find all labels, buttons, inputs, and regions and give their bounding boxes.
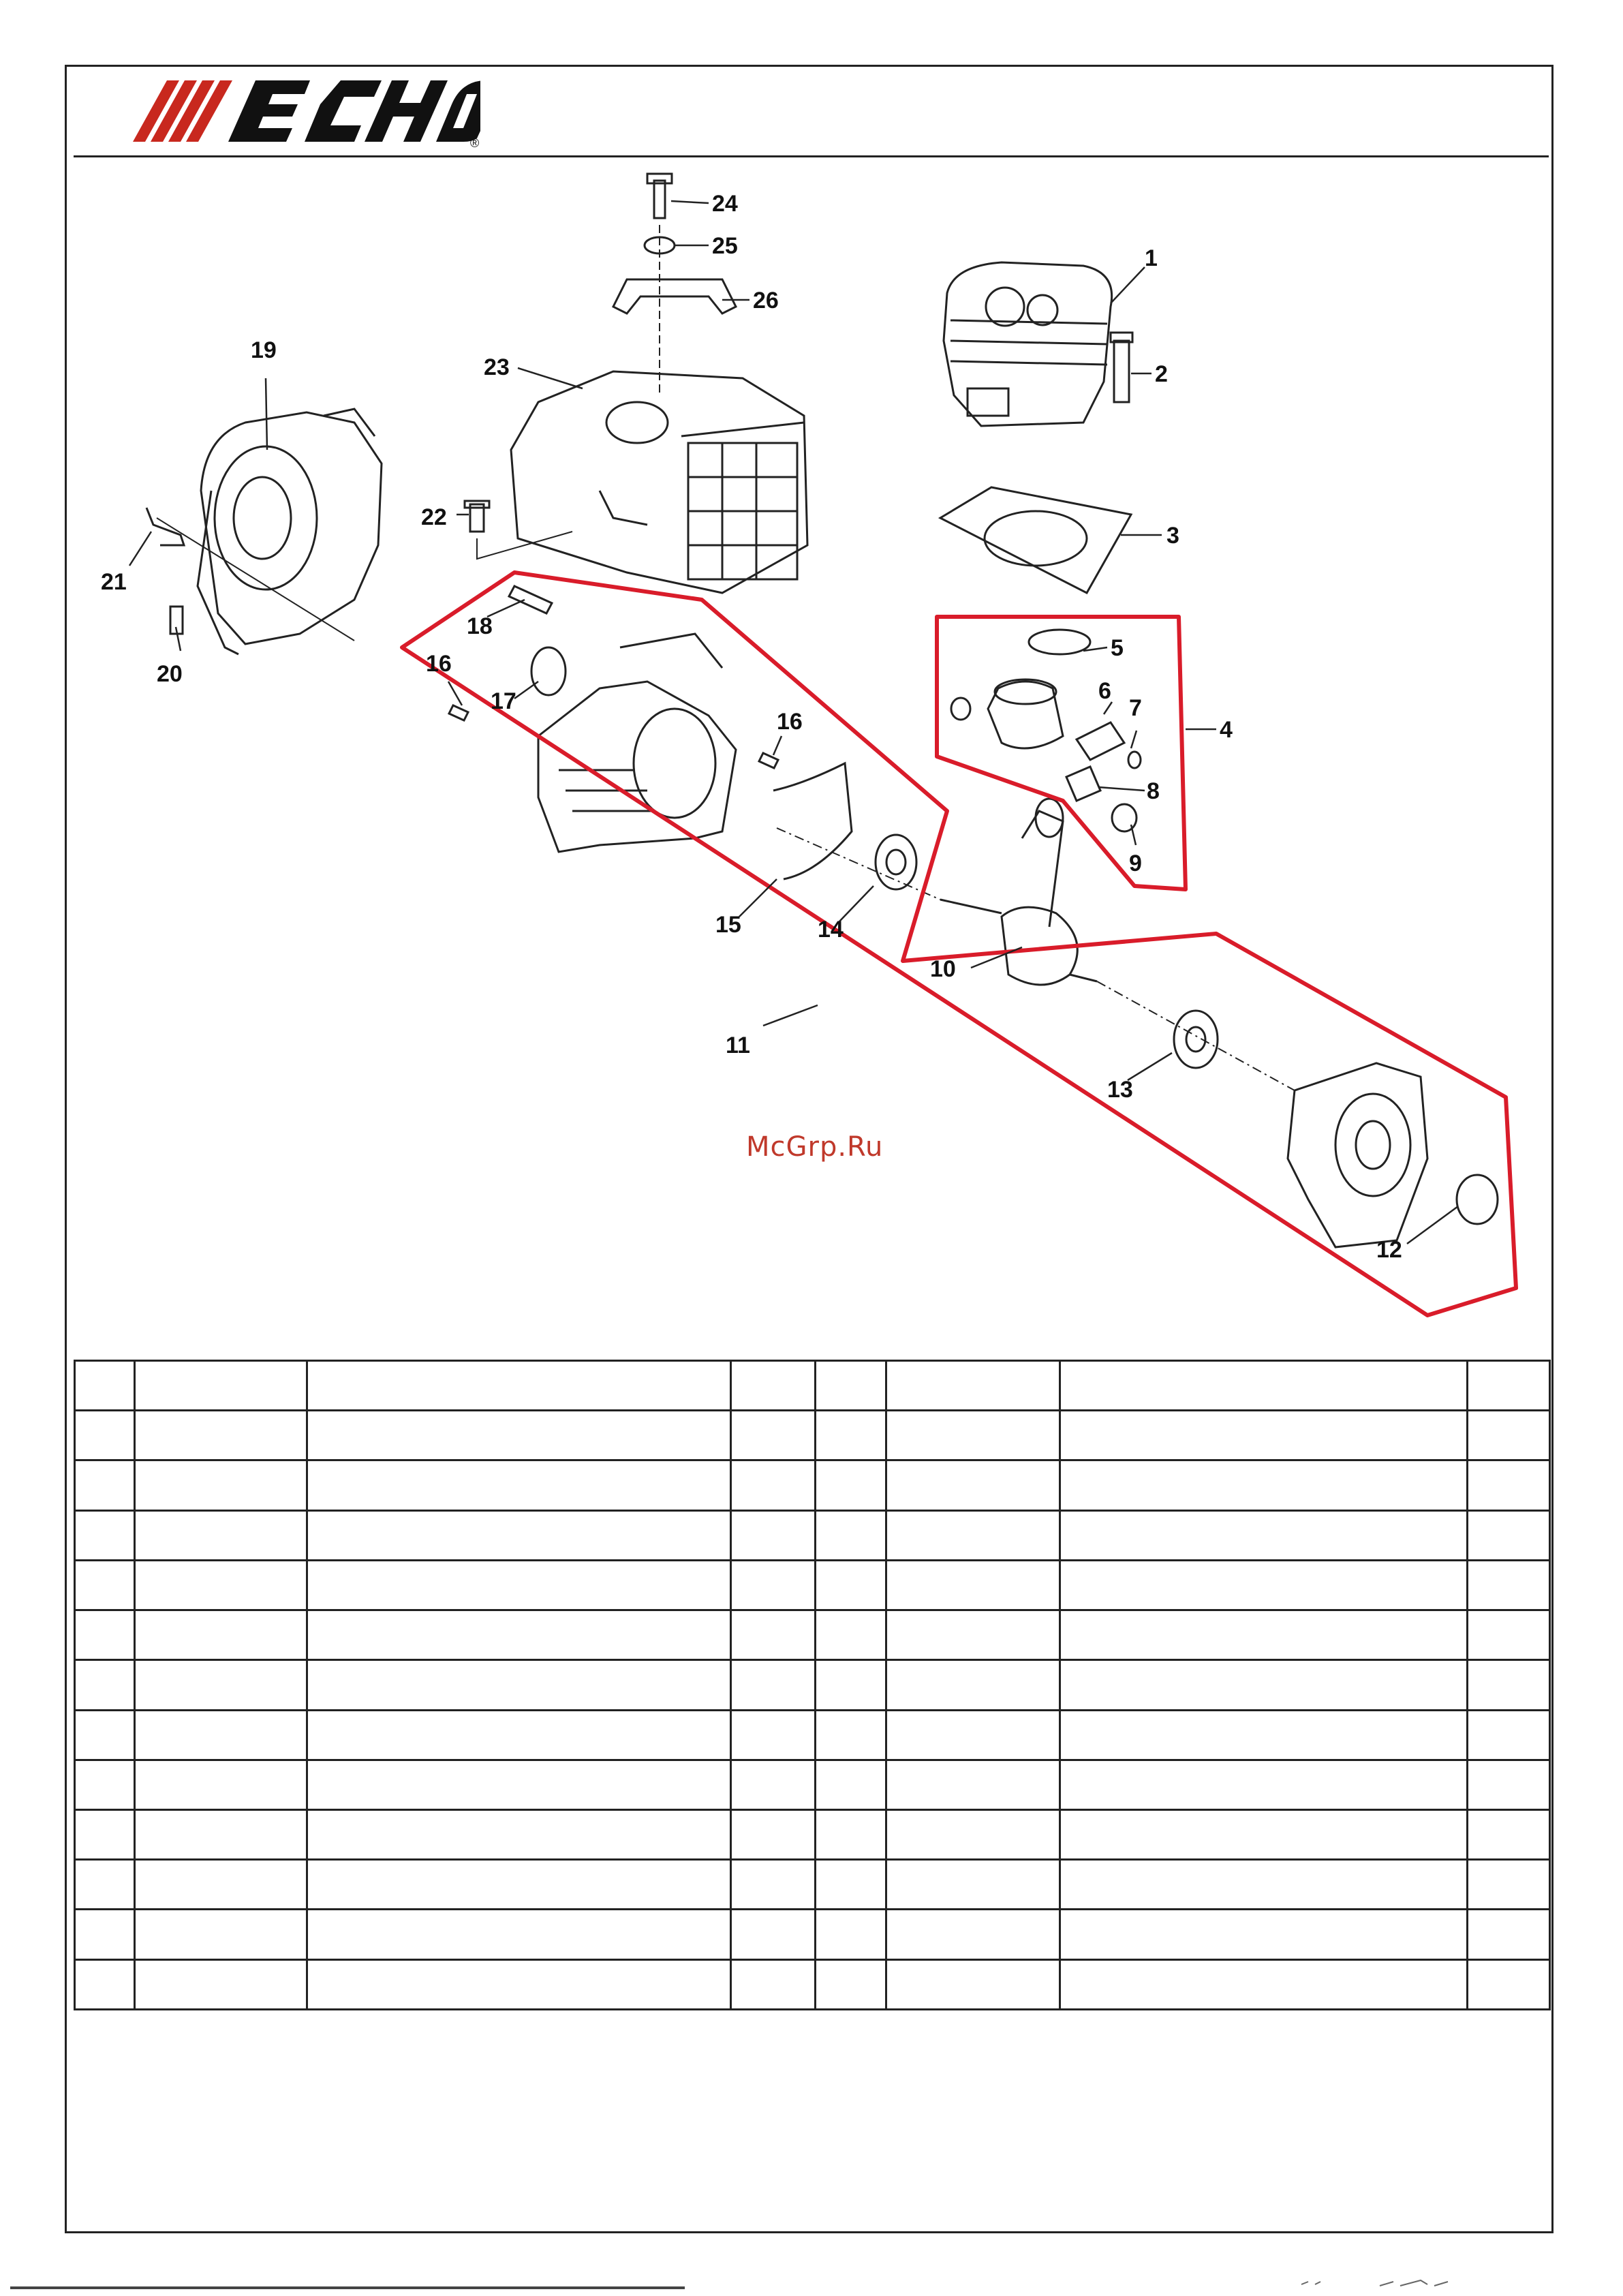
table-cell — [135, 1860, 307, 1910]
table-cell — [1060, 1710, 1468, 1760]
table-cell — [1060, 1361, 1468, 1411]
table-cell — [886, 1460, 1060, 1510]
table-cell — [75, 1610, 135, 1660]
table-cell — [1468, 1411, 1550, 1460]
circlip-left — [951, 698, 970, 720]
callout-10: 10 — [930, 956, 956, 982]
thrust-washer — [1112, 804, 1137, 831]
table-cell — [816, 1910, 886, 1959]
callout-11: 11 — [726, 1032, 750, 1058]
table-cell — [1468, 1460, 1550, 1510]
table-cell — [731, 1660, 816, 1710]
callout-4: 4 — [1220, 717, 1233, 743]
callout-19: 19 — [251, 337, 277, 363]
footer-rule — [10, 2286, 685, 2289]
table-cell — [1060, 1959, 1468, 2009]
oil-seal-17 — [531, 647, 566, 695]
table-row — [75, 1710, 1550, 1760]
parts-table — [74, 1360, 1551, 2010]
table-cell — [307, 1660, 731, 1710]
callout-2: 2 — [1155, 361, 1168, 387]
retainer-26 — [613, 279, 736, 313]
callout-15: 15 — [715, 912, 741, 938]
table-cell — [1060, 1860, 1468, 1910]
table-cell — [307, 1809, 731, 1859]
callout-16-right: 16 — [777, 709, 803, 735]
table-row — [75, 1411, 1550, 1460]
bolt-24 — [647, 174, 672, 218]
crankcase-left — [538, 634, 736, 852]
bearing-14 — [876, 835, 916, 889]
table-cell — [731, 1560, 816, 1610]
table-cell — [135, 1411, 307, 1460]
cylinder-cover — [511, 371, 807, 593]
crankcase-right — [1288, 1063, 1427, 1247]
table-cell — [816, 1660, 886, 1710]
callout-5: 5 — [1111, 635, 1124, 661]
table-cell — [1060, 1560, 1468, 1610]
table-cell — [886, 1910, 1060, 1959]
table-cell — [731, 1610, 816, 1660]
piston — [988, 679, 1063, 748]
table-cell — [75, 1910, 135, 1959]
table-cell — [135, 1361, 307, 1411]
table-cell — [1060, 1411, 1468, 1460]
needle-bearing — [1066, 767, 1100, 801]
table-cell — [731, 1710, 816, 1760]
table-cell — [1060, 1809, 1468, 1859]
table-cell — [307, 1910, 731, 1959]
table-cell — [1468, 1660, 1550, 1710]
table-cell — [886, 1809, 1060, 1859]
table-cell — [886, 1411, 1060, 1460]
table-cell — [731, 1910, 816, 1959]
table-cell — [1468, 1510, 1550, 1560]
bolt-2 — [1111, 333, 1132, 402]
table-row — [75, 1361, 1550, 1411]
table-cell — [307, 1560, 731, 1610]
table-cell — [731, 1510, 816, 1560]
callout-23: 23 — [484, 354, 510, 380]
table-cell — [75, 1460, 135, 1510]
table-cell — [886, 1361, 1060, 1411]
table-cell — [1060, 1510, 1468, 1560]
table-cell — [307, 1610, 731, 1660]
table-cell — [307, 1710, 731, 1760]
callout-13: 13 — [1107, 1077, 1133, 1103]
table-cell — [816, 1760, 886, 1809]
table-row — [75, 1809, 1550, 1859]
table-cell — [307, 1510, 731, 1560]
table-cell — [886, 1610, 1060, 1660]
table-cell — [135, 1460, 307, 1510]
callout-14: 14 — [818, 917, 844, 943]
callout-8: 8 — [1147, 778, 1160, 804]
table-cell — [75, 1660, 135, 1710]
callout-16-left: 16 — [426, 651, 452, 677]
bearing-13 — [1174, 1011, 1218, 1068]
table-cell — [135, 1560, 307, 1610]
cylinder-gasket — [940, 487, 1131, 593]
table-cell — [886, 1660, 1060, 1710]
pin-16-left — [449, 705, 468, 720]
table-cell — [75, 1760, 135, 1809]
table-cell — [816, 1361, 886, 1411]
table-cell — [1468, 1860, 1550, 1910]
table-cell — [75, 1710, 135, 1760]
callout-7: 7 — [1129, 695, 1142, 721]
table-cell — [731, 1809, 816, 1859]
table-cell — [75, 1411, 135, 1460]
crankcase-set-outline — [402, 572, 1516, 1315]
table-row — [75, 1959, 1550, 2009]
piston-ring — [1029, 630, 1090, 654]
table-row — [75, 1510, 1550, 1560]
callout-26: 26 — [753, 288, 779, 313]
oil-seal-12 — [1457, 1175, 1498, 1224]
callout-24: 24 — [712, 191, 738, 217]
callout-17: 17 — [491, 688, 516, 714]
pin-16-right — [759, 753, 778, 768]
table-cell — [731, 1460, 816, 1510]
table-cell — [816, 1560, 886, 1610]
table-cell — [135, 1910, 307, 1959]
callout-9: 9 — [1129, 851, 1142, 876]
table-cell — [731, 1361, 816, 1411]
table-cell — [886, 1510, 1060, 1560]
table-cell — [135, 1660, 307, 1710]
table-cell — [1060, 1660, 1468, 1710]
table-cell — [816, 1411, 886, 1460]
table-cell — [75, 1510, 135, 1560]
table-cell — [135, 1959, 307, 2009]
table-cell — [816, 1460, 886, 1510]
table-cell — [135, 1710, 307, 1760]
table-cell — [886, 1760, 1060, 1809]
table-cell — [75, 1959, 135, 2009]
table-cell — [886, 1959, 1060, 2009]
table-cell — [135, 1809, 307, 1859]
table-cell — [135, 1510, 307, 1560]
table-cell — [1468, 1809, 1550, 1859]
fan-cover — [198, 409, 382, 654]
table-row — [75, 1860, 1550, 1910]
callout-22: 22 — [421, 504, 447, 530]
table-cell — [1468, 1760, 1550, 1809]
cylinder — [944, 262, 1112, 426]
circlip-right — [1128, 752, 1141, 768]
table-cell — [1060, 1610, 1468, 1660]
table-cell — [816, 1610, 886, 1660]
table-cell — [886, 1560, 1060, 1610]
table-cell — [731, 1860, 816, 1910]
table-cell — [75, 1809, 135, 1859]
table-cell — [307, 1411, 731, 1460]
table-row — [75, 1910, 1550, 1959]
watermark: McGrp.Ru — [746, 1131, 884, 1163]
table-cell — [1060, 1460, 1468, 1510]
crankcase-gasket-15 — [773, 763, 852, 879]
callout-25: 25 — [712, 233, 738, 259]
table-cell — [816, 1959, 886, 2009]
bolt-22 — [465, 501, 489, 532]
callout-20: 20 — [157, 661, 183, 687]
table-cell — [75, 1860, 135, 1910]
callout-3: 3 — [1166, 523, 1179, 549]
table-row — [75, 1610, 1550, 1660]
table-row — [75, 1660, 1550, 1710]
table-cell — [75, 1361, 135, 1411]
callout-12: 12 — [1376, 1237, 1402, 1263]
table-row — [75, 1760, 1550, 1809]
table-cell — [1468, 1361, 1550, 1411]
table-cell — [1060, 1760, 1468, 1809]
table-cell — [135, 1760, 307, 1809]
piston-set-outline — [937, 617, 1186, 889]
table-cell — [1468, 1610, 1550, 1660]
table-cell — [75, 1560, 135, 1610]
table-cell — [1468, 1710, 1550, 1760]
table-cell — [307, 1361, 731, 1411]
table-cell — [1468, 1560, 1550, 1610]
table-cell — [1468, 1959, 1550, 2009]
table-row — [75, 1560, 1550, 1610]
table-cell — [816, 1710, 886, 1760]
table-cell — [816, 1860, 886, 1910]
table-cell — [816, 1510, 886, 1560]
table-cell — [307, 1959, 731, 2009]
table-cell — [886, 1860, 1060, 1910]
table-cell — [1468, 1910, 1550, 1959]
callout-6: 6 — [1098, 678, 1111, 704]
table-cell — [307, 1860, 731, 1910]
table-cell — [307, 1460, 731, 1510]
footer-mark — [1298, 2276, 1475, 2290]
table-cell — [731, 1760, 816, 1809]
table-cell — [135, 1610, 307, 1660]
table-cell — [731, 1959, 816, 2009]
callout-1: 1 — [1145, 245, 1158, 271]
bracket — [146, 508, 184, 545]
piston-pin — [1077, 722, 1124, 760]
table-cell — [307, 1760, 731, 1809]
table-cell — [886, 1710, 1060, 1760]
table-row — [75, 1460, 1550, 1510]
table-cell — [816, 1809, 886, 1859]
callout-18: 18 — [467, 613, 493, 639]
callout-21: 21 — [101, 569, 127, 595]
stud-bolt-18 — [509, 586, 552, 613]
registered-mark: ® — [470, 136, 480, 149]
table-cell — [731, 1411, 816, 1460]
table-cell — [1060, 1910, 1468, 1959]
